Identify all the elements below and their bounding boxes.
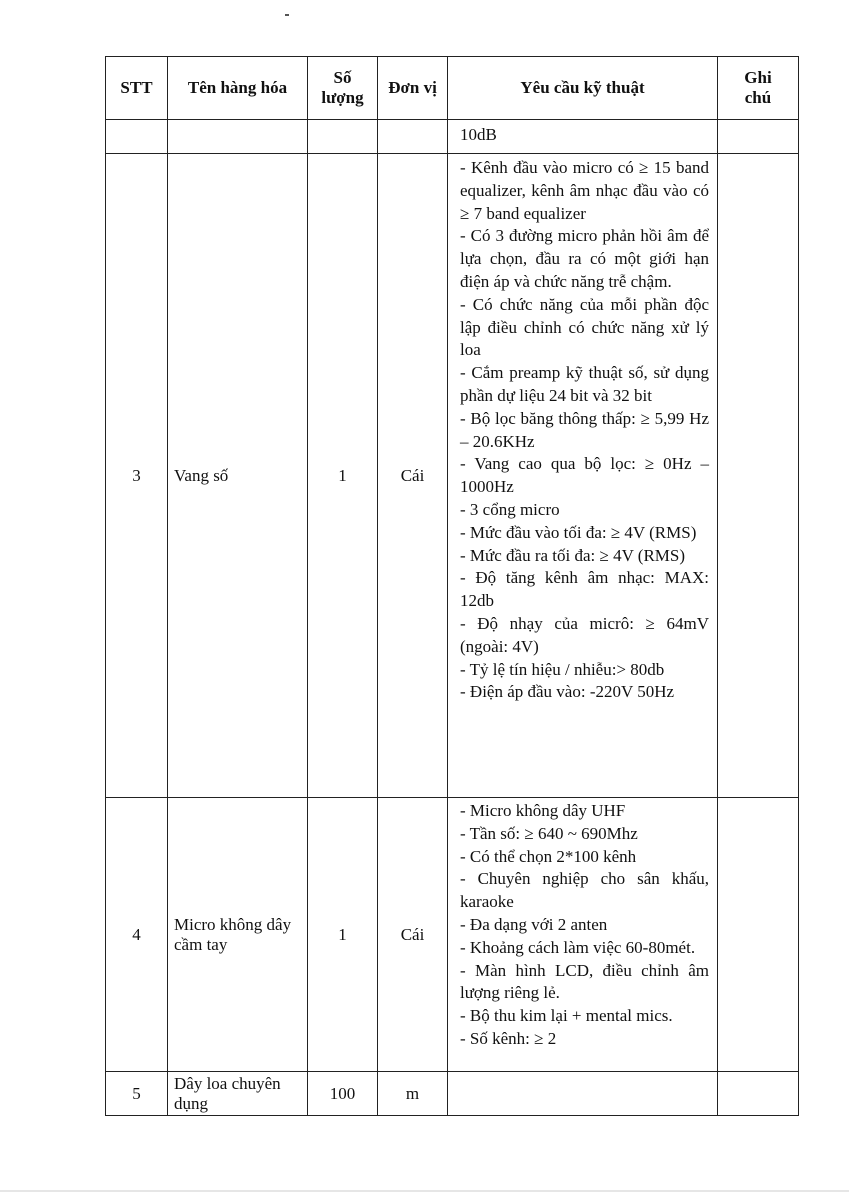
cell-note	[718, 120, 799, 154]
requirement-line: - 3 cổng micro	[460, 499, 560, 519]
cell-stt: 4	[106, 798, 168, 1072]
cell-item-name: Micro không dây cầm tay	[168, 798, 308, 1072]
cell-unit	[378, 120, 448, 154]
cell-note	[718, 154, 799, 798]
scan-mark	[285, 14, 289, 16]
requirement-line: - Độ nhạy của micrô: ≥ 64mV (ngoài: 4V)	[460, 613, 709, 656]
cell-quantity: 1	[308, 798, 378, 1072]
requirement-line: - Số kênh: ≥ 2	[460, 1028, 557, 1048]
cell-item-name: Vang số	[168, 154, 308, 798]
requirement-line: - Chuyên nghiệp cho sân khấu, karaoke	[460, 869, 709, 912]
requirement-line: - Có 3 đường micro phản hồi âm để lựa chọn, đầu ra có một giới hạn điện áp và chức năng trễ chậm.	[460, 226, 709, 291]
header-item-name: Tên hàng hóa	[168, 57, 308, 120]
requirement-line: - Mức đầu ra tối đa: ≥ 4V (RMS)	[460, 545, 686, 565]
cell-unit: Cái	[378, 154, 448, 798]
specification-table	[105, 56, 799, 1116]
requirement-line: - Màn hình LCD, điều chỉnh âm lượng riêng lẻ.	[460, 960, 709, 1003]
requirement-line: - Có thể chọn 2*100 kênh	[460, 846, 637, 866]
requirement-line: - Kênh đầu vào micro có ≥ 15 band equalizer, kênh âm nhạc đầu vào có ≥ 7 band equalizer	[460, 158, 709, 223]
requirement-line: - Tỷ lệ tín hiệu / nhiễu:> 80db	[460, 659, 665, 679]
requirement-line: - Có chức năng của mỗi phần độc lập điều chỉnh có chức năng xử lý loa	[460, 294, 709, 360]
cell-unit: m	[378, 1072, 448, 1116]
requirement-line: - Đa dạng với 2 anten	[460, 914, 608, 934]
requirement-line: 10dB	[460, 125, 497, 144]
requirement-line: - Bộ thu kim lại + mental mics.	[460, 1006, 673, 1026]
requirement-line: - Cắm preamp kỹ thuật số, sử dụng phần dự liệu 24 bit và 32 bit	[460, 363, 709, 405]
cell-technical-requirements	[448, 1072, 718, 1116]
cell-stt: 5	[106, 1072, 168, 1116]
requirement-line: - Bộ lọc băng thông thấp: ≥ 5,99 Hz – 20.6KHz	[460, 408, 709, 451]
table-row	[106, 798, 799, 1072]
requirement-line: - Độ tăng kênh âm nhạc: MAX: 12db	[460, 568, 709, 611]
requirement-line: - Điện áp đầu vào: -220V 50Hz	[460, 682, 675, 702]
requirement-line: - Tần số: ≥ 640 ~ 690Mhz	[460, 823, 638, 843]
header-stt: STT	[106, 57, 168, 120]
table-row	[106, 1072, 799, 1116]
page-bottom-edge	[0, 1190, 849, 1192]
cell-technical-requirements	[448, 120, 718, 154]
cell-note	[718, 1072, 799, 1116]
cell-stt	[106, 120, 168, 154]
requirement-line: - Micro không dây UHF	[460, 801, 626, 820]
table-row	[106, 120, 799, 154]
cell-technical-requirements	[448, 798, 718, 1072]
requirement-line: - Vang cao qua bộ lọc: ≥ 0Hz – 1000Hz	[460, 454, 709, 497]
cell-unit: Cái	[378, 798, 448, 1072]
requirement-line: - Mức đầu vào tối đa: ≥ 4V (RMS)	[460, 522, 697, 542]
cell-quantity: 1	[308, 154, 378, 798]
cell-quantity: 100	[308, 1072, 378, 1116]
header-unit: Đơn vị	[378, 57, 448, 120]
cell-note	[718, 798, 799, 1072]
table-header-row	[106, 57, 799, 120]
header-notes: Ghi chú	[718, 57, 799, 120]
header-quantity: Số lượng	[308, 57, 378, 120]
header-technical-requirements: Yêu cầu kỹ thuật	[448, 57, 718, 120]
requirement-line: - Khoảng cách làm việc 60-80mét.	[460, 937, 696, 957]
cell-item-name: Dây loa chuyên dụng	[168, 1072, 308, 1116]
cell-technical-requirements	[448, 154, 718, 798]
cell-quantity	[308, 120, 378, 154]
cell-stt: 3	[106, 154, 168, 798]
cell-item-name	[168, 120, 308, 154]
table-row	[106, 154, 799, 798]
